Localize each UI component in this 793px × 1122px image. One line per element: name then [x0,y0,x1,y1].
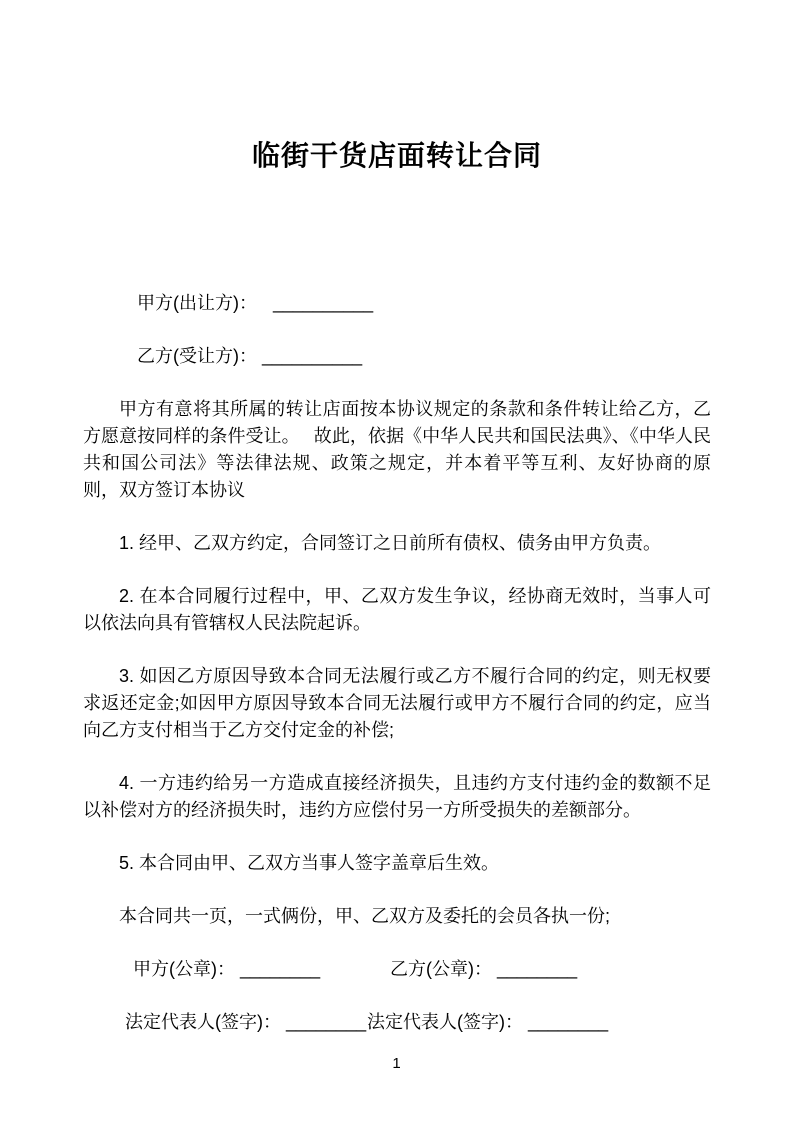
clause-1: 1. 经甲、乙双方约定，合同签订之日前所有债权、债务由甲方负责。 [119,533,662,553]
rep-a-blank: ________ [286,1012,367,1032]
party-a-line [83,290,711,317]
document-title: 临街干货店面转让合同 [251,140,542,171]
seal-signature-row [83,956,711,983]
representative-signature-row [83,1009,711,1036]
party-b-seal-line [390,956,577,983]
preamble-paragraph: 甲方有意将其所属的转让店面按本协议规定的条款和条件转让给乙方，乙方愿意按同样的条件受让。 故此，依据《中华人民共和国民法典》、《中华人民共和国公司法》等法律法规、政策之规定，并本着平等互利、友好协商的原则，双方签订本协议 [83,399,711,500]
clause-2: 2. 在本合同履行过程中，甲、乙双方发生争议，经协商无效时，当事人可以依法向具有管辖权人民法院起诉。 [83,586,711,633]
clause-4: 4. 一方违约给另一方造成直接经济损失，且违约方支付违约金的数额不足以补偿对方的经济损失时，违约方应偿付另一方所受损失的差额部分。 [83,773,711,820]
page-number: 1 [392,1055,401,1072]
party-a-seal-line [133,956,390,983]
rep-b-label: 法定代表人(签字)： [367,1012,523,1032]
party-a-blank: __________ [273,293,374,313]
party-b-seal-label: 乙方(公章)： [390,959,492,979]
rep-b-blank: ________ [528,1012,609,1032]
party-a-label: 甲方(出让方)： [137,293,257,313]
copies-note: 本合同共一页，一式俩份，甲、乙双方及委托的会员各执一份; [119,906,610,926]
party-b-seal-blank: ________ [497,959,578,979]
clause-5: 5. 本合同由甲、乙双方当事人签字盖章后生效。 [119,853,500,873]
party-a-seal-label: 甲方(公章)： [133,959,235,979]
party-b-blank: __________ [262,346,363,366]
clause-3: 3. 如因乙方原因导致本合同无法履行或乙方不履行合同的约定，则无权要求返还定金;如因甲方原因导致本合同无法履行或甲方不履行合同的约定，应当向乙方支付相当于乙方交付定金的补偿; [83,666,711,740]
party-a-seal-blank: ________ [240,959,321,979]
party-b-label: 乙方(受让方)： [137,346,257,366]
rep-a-line [125,1009,367,1036]
party-b-line [83,343,711,370]
rep-b-line [367,1009,608,1036]
rep-a-label: 法定代表人(签字)： [125,1012,281,1032]
